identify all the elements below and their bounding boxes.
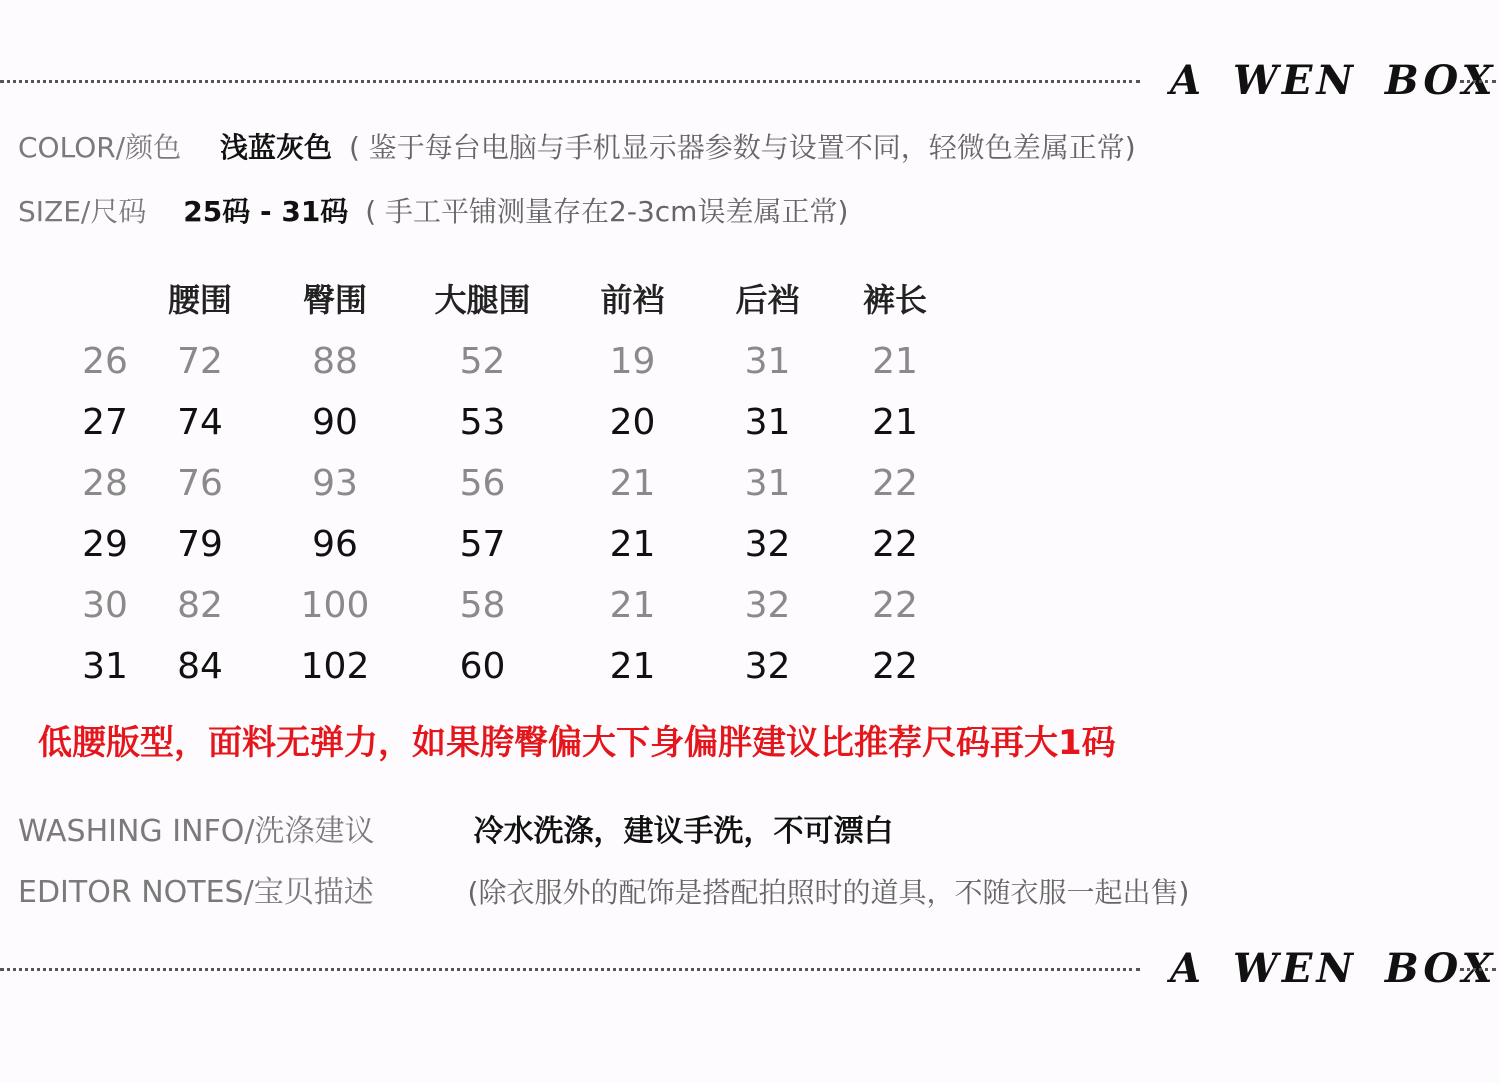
table-cell: 82 bbox=[177, 585, 223, 626]
table-cell: 21 bbox=[609, 524, 656, 565]
table-cell: 21 bbox=[872, 402, 918, 443]
table-cell: 29 bbox=[82, 524, 128, 565]
brand-logo-text: A WEN BOX bbox=[1170, 945, 1497, 992]
table-cell: 20 bbox=[609, 402, 656, 443]
size-range: 25码 - 31码 bbox=[183, 195, 349, 228]
table-cell: 30 bbox=[82, 585, 128, 626]
table-cell: 58 bbox=[459, 585, 506, 626]
editor-label: EDITOR NOTES/宝贝描述 bbox=[18, 875, 374, 910]
dotted-divider bbox=[0, 968, 1140, 971]
dotted-divider bbox=[0, 80, 1140, 83]
table-header-cell: 前裆 bbox=[600, 281, 665, 319]
table-cell: 72 bbox=[177, 341, 223, 382]
table-cell: 32 bbox=[744, 646, 791, 687]
table-cell: 76 bbox=[177, 463, 223, 504]
top-banner bbox=[0, 56, 1500, 106]
editor-note: (除衣服外的配饰是搭配拍照时的道具，不随衣服一起出售) bbox=[467, 876, 1190, 909]
size-note: ( 手工平铺测量存在2-3cm误差属正常) bbox=[365, 195, 849, 228]
size-label: SIZE/尺码 bbox=[18, 195, 147, 228]
washing-info bbox=[18, 810, 894, 854]
table-cell: 31 bbox=[744, 463, 791, 504]
table-cell: 28 bbox=[82, 463, 128, 504]
table-cell: 22 bbox=[872, 646, 918, 687]
color-label: COLOR/颜色 bbox=[18, 131, 182, 164]
table-cell: 100 bbox=[300, 585, 370, 626]
table-cell: 93 bbox=[312, 463, 358, 504]
table-header-cell: 裤长 bbox=[862, 281, 927, 319]
washing-label: WASHING INFO/洗涤建议 bbox=[18, 814, 375, 849]
table-cell: 56 bbox=[459, 463, 506, 504]
table-cell: 22 bbox=[872, 463, 918, 504]
table-cell: 102 bbox=[300, 646, 370, 687]
dotted-divider bbox=[1460, 968, 1496, 971]
table-cell: 21 bbox=[872, 341, 918, 382]
brand-logo-text: A WEN BOX bbox=[1170, 57, 1497, 104]
table-cell: 32 bbox=[744, 524, 791, 565]
color-value: 浅蓝灰色 bbox=[220, 131, 333, 164]
table-cell: 53 bbox=[459, 402, 506, 443]
table-cell: 79 bbox=[177, 524, 223, 565]
table-cell: 57 bbox=[459, 524, 506, 565]
table-cell: 31 bbox=[744, 402, 791, 443]
table-cell: 19 bbox=[609, 341, 656, 382]
table-cell: 27 bbox=[82, 402, 128, 443]
table-cell: 52 bbox=[459, 341, 506, 382]
table-cell: 84 bbox=[177, 646, 223, 687]
table-cell: 31 bbox=[82, 646, 128, 687]
table-cell: 21 bbox=[609, 463, 656, 504]
bottom-banner bbox=[0, 944, 1500, 994]
table-header-cell: 臀围 bbox=[302, 281, 367, 319]
table-cell: 22 bbox=[872, 585, 918, 626]
editor-notes bbox=[18, 871, 1189, 915]
table-cell: 96 bbox=[312, 524, 358, 565]
table-cell: 90 bbox=[312, 402, 358, 443]
table-cell: 21 bbox=[609, 585, 656, 626]
color-note: ( 鉴于每台电脑与手机显示器参数与设置不同，轻微色差属正常) bbox=[348, 131, 1136, 164]
table-header-cell: 腰围 bbox=[167, 281, 232, 319]
table-cell: 22 bbox=[872, 524, 918, 565]
table-cell: 32 bbox=[744, 585, 791, 626]
size-info bbox=[18, 192, 848, 232]
table-header-cell: 后裆 bbox=[735, 281, 800, 319]
washing-value: 冷水洗涤，建议手洗，不可漂白 bbox=[473, 814, 894, 849]
fit-warning-text: 低腰版型，面料无弹力，如果胯臀偏大下身偏胖建议比推荐尺码再大1码 bbox=[38, 723, 1116, 763]
table-cell: 60 bbox=[459, 646, 506, 687]
dotted-divider bbox=[1460, 80, 1496, 83]
table-cell: 31 bbox=[744, 341, 791, 382]
color-info bbox=[18, 128, 1136, 168]
table-cell: 21 bbox=[609, 646, 656, 687]
table-cell: 88 bbox=[312, 341, 358, 382]
table-header-cell: 大腿围 bbox=[434, 281, 531, 319]
table-cell: 26 bbox=[82, 341, 128, 382]
table-cell: 74 bbox=[177, 402, 223, 443]
